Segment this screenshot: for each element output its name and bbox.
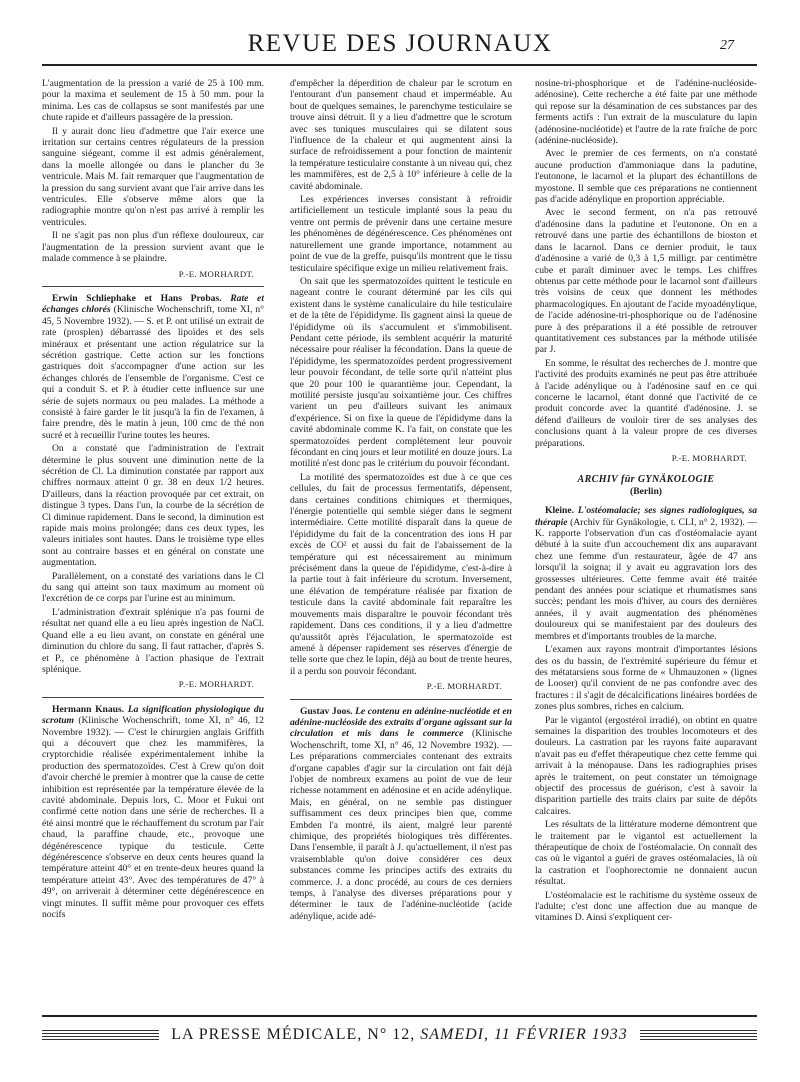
footer-rule: [42, 1015, 757, 1017]
paragraph: L'augmentation de la pression a varié de 25 à 100 mm. pour la maxima et seulement de 15 à 50 mm. pour la minima. Les cas de collapsus se sont manifestés par une chute rapide et d'ailleurs passagère de la pression.: [42, 78, 264, 124]
paragraph: L'examen aux rayons montrait d'importantes lésions des os du bassin, de l'extrémité supérieure du fémur et des métatarsiens sous forme de « Uhmauzonen » (lignes de Looser) qu'il convient de ne pas confondre avec des fractures : il s'agit de décalcifications linéaires bordées de zones plus sombres, riches en calcium.: [535, 644, 757, 713]
paragraph: La motilité des spermatozoïdes est due à ce que ces cellules, du fait de processus fermentatifs, dépensent, dans certaines conditions chimiques et thermiques, l'énergie potentielle qui semble siéger dans le segment intermédiaire. Cette motilité disparaît dans la queue de l'épididyme du fait de la concentration des ions H par excès de CO² et aussi du fait de l'abaissement de la température qui est nécessairement au minimum précisément dans la queue de l'épididyme, c'est-à-dire à la partie tout à fait inférieure du scrotum. Inversement, une élévation de température réalisée par fixation de testicule dans la cavité abdominale fait reparaître les mouvements mais disparaître le pouvoir fécondant très rapidement. Dans ces conditions, il y a lieu d'admettre qu'aussitôt après l'éjaculation, le spermatozoïde est amené à dépenser rapidement ses réserves d'énergie de telle sorte que chez le lapin, déjà au bout de trente heures, il a perdu son pouvoir fécondant.: [290, 471, 512, 677]
paragraph: nosine-tri-phosphorique et de l'adénine-nucléoside-adénosine). Cette recherche a été faite par une méthode qui repose sur la désamination de ces substances par des ferments actifs : l'un extrait de la musculature du lapin (adénosine-nucléotide) et l'autre de la rate fraîche de porc (adénine-nucléoside).: [535, 78, 757, 147]
footer-text: [171, 1026, 628, 1044]
paragraph: Il ne s'agit pas non plus d'un réflexe douloureux, car l'augmentation de la pression survient avant que le malade commence à se plaindre.: [42, 230, 264, 265]
page-number: 27: [720, 38, 734, 53]
article-paragraph: [42, 704, 264, 921]
signature: P.-E. MORHARDT.: [178, 679, 254, 690]
signature: P.-E. MORHARDT.: [671, 453, 747, 463]
article-reference: (Klinische Wochenschrift, tome XI, n° 45, 5 Novembre 1932). — S. et P. ont utilisé un extrait de rate (prosplen) débarrassé des lipoïdes et des sels minéraux et présentant une action régulatrice sur la sécrétion gastrique. Cette action sur les fonctions gastriques doit s'accompagner d'une action sur les échanges chlorés de l'ensemble de l'organisme. C'est ce qui a conduit S. et P. à étudier cette influence sur une série de sujets normaux ou peu malades. La méthode a consisté à faire garder le lit jusqu'à la fin de l'examen, à faire prendre, dès le matin à jeun, 100 cmc de thé non sucré et à recueillir l'urine toutes les heures.: [42, 304, 264, 441]
signature: P.-E. MORHARDT.: [426, 681, 502, 692]
article-reference: (Klinische Wochenschrift, tome XI, n° 46, 12 Novembre 1932). — C'est le chirurgien anglais Griffith qui a découvert que chez les mammifères, la cryptorchidie réalisée expérimentalement inhibe la production des spermatozoïdes. C'est à Crew qu'on doit d'avoir cherché le premier à montrer que la cause de cette inhibition est représentée par la température élevée de la cavité abdominale. Depuis lors, C. Moor et Fukui ont confirmé cette notion dans une série de recherches. Il a été ainsi montré que le réchauffement du scrotum par l'air chaud, la paraffine chaude, etc., provoque une dégénérescence typique du testicule. Cette dégénérescence s'observe en deux cents heures quand la température atteint 40° et en trente-deux heures quand la température atteint 43°. Avec des températures de 47° à 49°, on arriverait à déterminer cette dégénérescence en vingt minutes. Il suffit même pour provoquer ces effets nocifs: [42, 715, 264, 921]
article-paragraph: [290, 706, 512, 923]
journal-section-title: ARCHIV für GYNÄKOLOGIE: [577, 474, 715, 486]
footer-journal: LA PRESSE MÉDICALE, N° 12,: [171, 1026, 416, 1043]
paragraph: L'ostéomalacie est le rachitisme du système osseux de l'adulte; c'est donc une affection due au manque de vitamines D. Ainsi s'expliquent cer-: [535, 889, 757, 924]
paragraph: On sait que les spermatozoïdes quittent le testicule en nageant contre le courant déterminé par les cils qui existent dans le système canaliculaire du hile testiculaire et de la tête de l'épididyme. Ils gagnent ainsi la queue de l'épididyme où ils s'accumulent et s'immobilisent. Pendant cette période, ils semblent acquérir la maturité nécessaire pour réaliser la fécondation. Dans la queue de l'épididyme, les spermatozoïdes perdent progressivement leur pouvoir fécondant, de telle sorte qu'il n'atteint plus que 20 pour 100 le quarantième jour. Cependant, la motilité persiste jusqu'au soixantième jour. Ces chiffres varient un peu d'ailleurs suivant les animaux d'expérience. Si on fixe la queue de l'épididyme dans la cavité abdominale comme K. l'a fait, on constate que les spermatozoïdes perdent complètement leur pouvoir fécondant en cinq jours et leur motilité en douze jours. La motilité n'est donc pas le critérium du pouvoir fécondant.: [290, 275, 512, 470]
article-title: Le contenu en adénine-nucléotide et en adénine-nucléoside des extraits d'organe agissant sur la circulation et mis dans le commerce: [290, 705, 512, 740]
signature: P.-E. MORHARDT.: [178, 268, 254, 279]
separator: [42, 697, 264, 698]
paragraph: Parallèlement, on a constaté des variations dans le Cl du sang qui atteint son taux maximum au moment où l'excrétion de ce corps par l'urine est au minimum.: [42, 570, 264, 605]
article-reference: (Klinische Wochenschrift, tome XI, n° 46, 12 Novembre 1932). — Les préparations commerciales contenant des extraits d'organe capables d'agir sur la circulation ont fait déjà l'objet de nombreux examens au point de vue de leur richesse notamment en adénosine et en acide adénylique. Mais, en général, on ne semble pas distinguer suffisamment ces deux principes bien que, comme Embden l'a montré, ils aient, malgré leur parenté chimique, des propriétés biologiques très différentes. Dans l'ensemble, il paraît à J. qu'actuellement, il n'est pas vraisemblable qu'on doive considérer ces deux substances comme les principes actifs des extraits du commerce. J. a donc procédé, au cours de ces derniers temps, à l'analyse des diverses préparations pour y déterminer le taux de l'adénine-nucléotide (acide adénylique, acide adé-: [290, 728, 512, 922]
article-authors: Kleine.: [545, 505, 575, 517]
footer-date: SAMEDI, 11 FÉVRIER 1933: [420, 1026, 628, 1043]
paragraph: L'administration d'extrait splénique n'a pas fourni de résultat net quand elle a eu lieu après ingestion de NaCl. Quand elle a eu lieu avant, on constate en général une diminution du chlore du sang. Il faut rattacher, d'après S. et P., ce phénomène à l'action phasique de l'extrait splénique.: [42, 606, 264, 675]
article-title: La signification physiologique du scrotum: [42, 703, 264, 727]
column-3: [535, 78, 757, 1008]
header-title: REVUE DES JOURNAUX: [247, 30, 553, 57]
column-1: [42, 78, 264, 1008]
page-footer: [42, 1024, 757, 1046]
footer-ornament-right: [640, 1030, 757, 1040]
paragraph: En somme, le résultat des recherches de J. montre que l'activité des produits examinés ne peut pas être attribuée à l'acide adénylique ou à l'adénosine sauf en ce qui concerne le lacarnol, étant donné que l'activité de ce produit concorde avec la quantité d'adénosine. J. se défend d'ailleurs de vouloir tirer de ses analyses des conclusions quant à la valeur propre de ces diverses préparations.: [535, 357, 757, 449]
separator: [290, 699, 512, 700]
paragraph: d'empêcher la déperdition de chaleur par le scrotum en l'entourant d'un pansement chaud et imperméable. Au bout de quelques semaines, le parenchyme testiculaire se trouve ainsi détruit. Il y a lieu d'admettre que le scrotum avec ses tuniques musculaires qui se dilatent sous l'influence de la chaleur et qui augmentent ainsi la surface de refroidissement a pour fonction de maintenir la température testiculaire constante à un niveau qui, chez les mammifères, est de 2,5 à 10° inférieure à celle de la cavité abdominale.: [290, 78, 512, 192]
paragraph: Les expériences inverses consistant à refroidir artificiellement un testicule implanté sous la peau du ventre ont permis de prévenir dans une certaine mesure les phénomènes de dégénérescence. Ces phénomènes ont naturellement une grande importance, notamment au point de vue de la greffe, puisqu'ils montrent que le tissu testiculaire spécifique exige un milieu relativement frais.: [290, 194, 512, 274]
journal-section-city: (Berlin): [630, 485, 662, 497]
column-2: [290, 78, 512, 1008]
article-paragraph: [42, 293, 264, 441]
paragraph: Par le vigantol (ergostérol irradié), on obtint en quatre semaines la disparition des troubles locomoteurs et des douleurs. La castration par les rayons faite auparavant n'avait pas eu d'effet thérapeutique chez cette femme qui arrivait à la ménopause. Dans les radiographies prises après le traitement, on peut constater un témoignage objectif des processus de guérison, c'est à savoir la disparition partielle des traits clairs par suite de dépôts calcaires.: [535, 714, 757, 817]
paragraph: Les résultats de la littérature moderne démontrent que le traitement par le vigantol est actuellement la thérapeutique de choix de l'ostéomalacie. On connaît des cas où le vigantol a guéri de graves ostéomalacies, là où la castration et l'oophorectomie ne donnaient aucun résultat.: [535, 819, 757, 888]
paragraph: Avec le premier de ces ferments, on n'a constaté aucune production d'ammoniaque dans la padutine, l'eutonone, le lacarnol et la plupart des échantillons de myostone. Il semble que ces préparations ne contiennent pas d'acide adénylique en proportion appréciable.: [535, 148, 757, 206]
article-paragraph: [535, 505, 757, 642]
article-reference: (Archiv für Gynäkologie, t. CLI, n° 2, 1932). — K. rapporte l'observation d'un cas d'ostéomalacie ayant débuté à la suite d'un accouchement dix ans auparavant chez une femme d'un restaurateur, âgée de 47 ans lorsqu'il la soigna; il y avait eu aggravation lors des grossesses ultérieures. Cette femme avait été traitée pendant des années pour sciatique et rhumatismes sans succès; pendant les mois d'hiver, au cours des dernières années, il y avait augmentation des phénomènes douloureux qui se manifestaient par des douleurs des membres et d'importants troubles de la marche.: [535, 516, 757, 642]
article-authors: Erwin Schliephake et Hans Probas.: [52, 292, 222, 304]
paragraph: On a constaté que l'administration de l'extrait détermine le plus souvent une diminution nette de la sécrétion de Cl. La diminution constatée par rapport aux chiffres normaux atteint 0 gr. 38 en deux 1/2 heures. D'ailleurs, dans la réaction provoquée par cet extrait, on distingue 3 types. Dans l'un, la courbe de la sécrétion de Cl diminue rapidement. Dans le second, la diminution est rapide mais moins prolongée; dans ces deux types, les valeurs initiales sont hautes. Dans le troisième type elles sont au contraire basses et en général on constate une augmentation.: [42, 443, 264, 569]
footer-ornament-left: [42, 1030, 159, 1040]
paragraph: Avec le second ferment, on n'a pas retrouvé d'adénosine dans la padutine et l'eutonone. On en a retrouvé dans une partie des échantillons de bioston et dans le lacarnol. Dans ce dernier produit, le taux d'adénosine a varié de 0,3 à 1,5 milligr. par centimètre cube et paraît diminuer avec le temps. Les chiffres obtenus par cette méthode pour le lacarnol sont d'ailleurs très voisins de ceux que donnent les méthodes pharmacologiques. En ajoutant de l'acide myoadénylique, de l'acide adénosine-tri-phosphorique ou de l'adénosine pure à des préparations il a été possible de retrouver quantitativement ces substances par la méthode utilisée par J.: [535, 207, 757, 356]
article-authors: Hermann Knaus.: [52, 703, 125, 715]
article-title: Rate et échanges chlorés: [42, 292, 264, 316]
header-rule: [42, 64, 757, 66]
paragraph: Il y aurait donc lieu d'admettre que l'air exerce une irritation sur certains centres régulateurs de la pression sanguine siégeant, comme il est admis généralement, dans la moelle allongée ou dans le plancher du 3e ventricule. Mais M. fait remarquer que l'augmentation de la pression du sang survient avant que l'air arrive dans les ventricules. Elle s'observe même alors que la radiographie montre qu'on n'est pas arrivé à remplir les ventricules.: [42, 125, 264, 228]
article-authors: Gustav Joos.: [300, 705, 353, 717]
separator: [42, 286, 264, 287]
article-title: L'ostéomalacie; ses signes radiologiques, sa thérapie: [535, 505, 757, 528]
